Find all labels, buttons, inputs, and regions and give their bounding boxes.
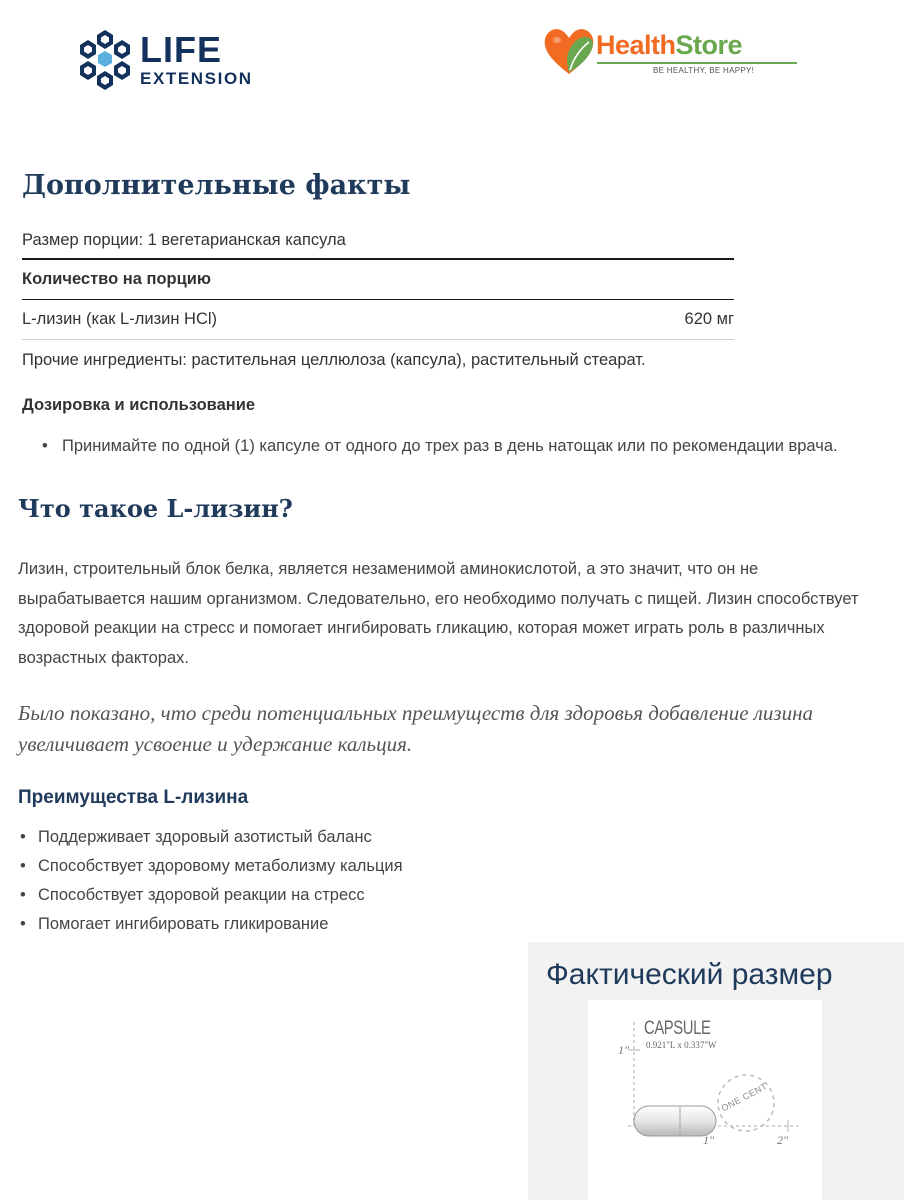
- ingredient-name: L-лизин (как L-лизин HCl): [22, 310, 218, 328]
- about-quote: Было показано, что среди потенциальных преимуществ для здоровья добавление лизина увеличивает усвоение и удержание кальция.: [18, 701, 814, 756]
- dosage-title: Дозировка и использование: [22, 396, 256, 414]
- list-item: • Принимайте по одной (1) капсуле от одного до трех раз в день натощак или по рекомендации врача.: [40, 432, 890, 461]
- benefits-list: [18, 823, 403, 939]
- ingredient-row: [22, 300, 734, 340]
- vertical-tick-label: 1": [618, 1043, 630, 1057]
- serving-size-text: Размер порции: 1 вегетарианская капсула: [22, 230, 346, 249]
- actual-size-panel: [528, 942, 904, 1200]
- life-extension-logo: [76, 26, 316, 92]
- horizontal-tick-label-1: 1": [703, 1133, 715, 1147]
- capsule-label: CAPSULE: [644, 1018, 711, 1039]
- store-name-part2: Store: [675, 30, 743, 60]
- actual-size-title: Фактический размер: [546, 958, 833, 991]
- list-item: • Способствует здоровому метаболизму кальция: [18, 852, 403, 881]
- benefits-title: Преимущества L-лизина: [18, 787, 249, 808]
- dosage-list: [40, 432, 890, 461]
- serving-size-row: [22, 222, 734, 260]
- ingredient-amount: 620 мг: [684, 310, 734, 328]
- hexagon-cluster-icon: [76, 28, 134, 90]
- capsule-dimensions: 0.921"L x 0.337"W: [646, 1040, 717, 1050]
- amount-header-row: [22, 260, 734, 300]
- health-store-logo: [541, 22, 811, 78]
- list-item: • Способствует здоровой реакции на стресс: [18, 881, 403, 910]
- about-title: Что такое L-лизин?: [18, 494, 293, 523]
- about-body: Лизин, строительный блок белка, является незаменимой аминокислотой, а это значит, что он не вырабатывается нашим организмом. Следовательно, его необходимо получать с пищей. Лизин способствует здоровой реакции на стресс и помогает ингибировать гликацию, которая может играть роль в различных возрастных факторах.: [18, 560, 859, 667]
- facts-table: [22, 222, 734, 380]
- store-underline: [597, 62, 797, 64]
- store-name-part1: Health: [596, 30, 676, 60]
- amount-per-serving-label: Количество на порцию: [22, 270, 211, 288]
- facts-title: Дополнительные факты: [22, 170, 411, 201]
- list-item: • Помогает ингибировать гликирование: [18, 910, 403, 939]
- heart-leaf-icon: [541, 22, 597, 78]
- brand-extension-text: EXTENSION: [140, 68, 253, 88]
- store-name: [596, 30, 742, 61]
- capsule-size-card: [588, 1000, 822, 1200]
- coin-label: ONE CENT: [719, 1080, 769, 1114]
- store-tagline: BE HEALTHY, BE HAPPY!: [653, 66, 755, 75]
- list-item: • Поддерживает здоровый азотистый баланс: [18, 823, 403, 852]
- horizontal-tick-label-2: 2": [777, 1133, 789, 1147]
- other-ingredients-text: Прочие ингредиенты: растительная целлюлоза (капсула), растительный стеарат.: [22, 350, 646, 369]
- brand-life-text: LIFE: [140, 28, 222, 70]
- other-ingredients-row: [22, 340, 734, 380]
